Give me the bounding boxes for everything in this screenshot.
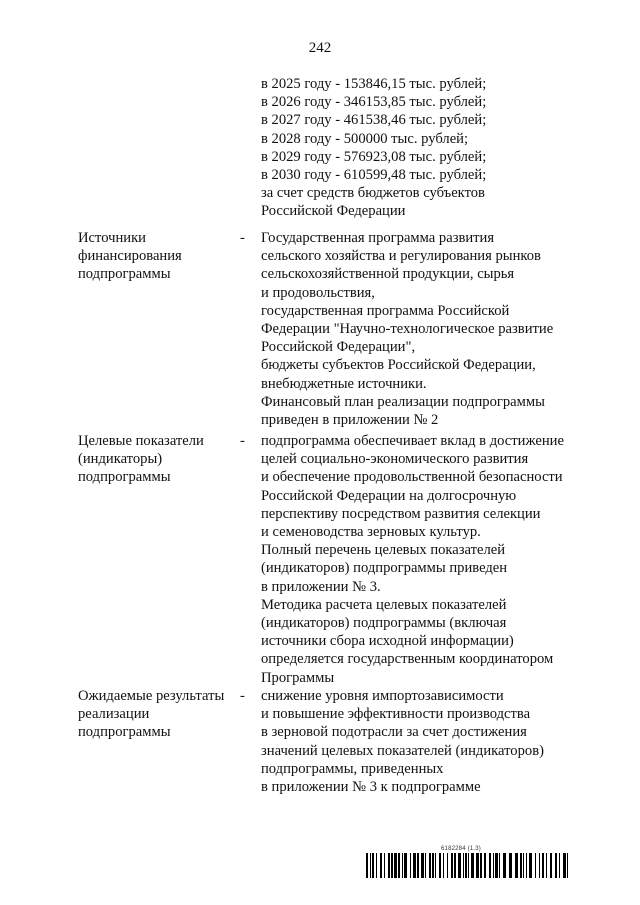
label-line: подпрограммы xyxy=(78,266,171,283)
row-label-expected-results xyxy=(78,687,224,742)
text-line: подпрограммы, приведенных xyxy=(261,760,444,777)
label-line: подпрограммы xyxy=(78,469,171,486)
text-line: за счет средств бюджетов субъектов xyxy=(261,185,485,202)
text-line: бюджеты субъектов Российской Федерации, xyxy=(261,357,536,374)
text-line: в 2027 году - 461538,46 тыс. рублей; xyxy=(261,112,487,129)
text-line: в 2026 году - 346153,85 тыс. рублей; xyxy=(261,94,487,111)
row-label-funding-sources xyxy=(78,229,182,284)
text-line: Финансовый план реализации подпрограммы xyxy=(261,393,545,410)
text-line: источники сбора исходной информации) xyxy=(261,633,514,650)
document-code: 6182284 (1.3) xyxy=(441,846,481,852)
row-content-expected-results xyxy=(261,687,544,796)
text-line: перспективу посредством развития селекции xyxy=(261,505,541,522)
text-line: и повышение эффективности производства xyxy=(261,706,531,723)
text-line: Российской Федерации xyxy=(261,203,406,220)
text-line: в приложении № 3. xyxy=(261,578,381,595)
label-line: Ожидаемые результаты xyxy=(78,688,225,704)
text-line: Программы xyxy=(261,669,335,686)
text-line: и продовольствия, xyxy=(261,284,375,301)
row-dash: - xyxy=(240,433,245,449)
text-line: в 2025 году - 153846,15 тыс. рублей; xyxy=(261,76,487,92)
text-line: в 2028 году - 500000 тыс. рублей; xyxy=(261,130,469,147)
text-line: и семеноводства зерновых культур. xyxy=(261,524,481,541)
text-line: (индикаторов) подпрограммы (включая xyxy=(261,615,507,632)
text-line: значений целевых показателей (индикаторов) xyxy=(261,742,544,759)
text-line: Федерации "Научно-технологическое развитие xyxy=(261,321,554,338)
text-line: определяется государственным координатором xyxy=(261,651,554,668)
text-line: подпрограмма обеспечивает вклад в достижение xyxy=(261,433,564,449)
label-line: финансирования xyxy=(78,248,182,265)
text-line: Государственная программа развития xyxy=(261,230,495,246)
label-line: Источники xyxy=(78,230,146,246)
text-line: Полный перечень целевых показателей xyxy=(261,542,506,559)
text-line: Методика расчета целевых показателей xyxy=(261,596,507,613)
page-number: 242 xyxy=(308,40,332,56)
text-line: и обеспечение продовольственной безопасности xyxy=(261,469,563,486)
label-line: подпрограммы xyxy=(78,724,171,741)
row-label-target-indicators xyxy=(78,432,204,487)
text-line: снижение уровня импортозависимости xyxy=(261,688,504,704)
text-line: Российской Федерации на долгосрочную xyxy=(261,487,517,504)
row-content-funding-sources xyxy=(261,229,553,429)
text-line: в зерновой подотрасли за счет достижения xyxy=(261,724,527,741)
label-line: (индикаторы) xyxy=(78,451,163,468)
row-dash: - xyxy=(240,230,245,246)
text-line: в 2029 году - 576923,08 тыс. рублей; xyxy=(261,148,487,165)
intro-funding-block xyxy=(261,75,486,221)
text-line: (индикаторов) подпрограммы приведен xyxy=(261,560,508,577)
row-content-target-indicators xyxy=(261,432,564,687)
text-line: сельскохозяйственной продукции, сырья xyxy=(261,266,515,283)
label-line: Целевые показатели xyxy=(78,433,204,449)
text-line: Российской Федерации", xyxy=(261,339,416,356)
row-dash: - xyxy=(240,688,245,704)
text-line: приведен в приложении № 2 xyxy=(261,412,439,429)
text-line: целей социально-экономического развития xyxy=(261,451,529,468)
text-line: государственная программа Российской xyxy=(261,302,510,319)
text-line: в 2030 году - 610599,48 тыс. рублей; xyxy=(261,167,487,184)
text-line: в приложении № 3 к подпрограмме xyxy=(261,779,481,796)
label-line: реализации xyxy=(78,706,150,723)
text-line: сельского хозяйства и регулирования рынков xyxy=(261,248,541,265)
barcode-image xyxy=(366,853,569,878)
text-line: внебюджетные источники. xyxy=(261,375,427,392)
